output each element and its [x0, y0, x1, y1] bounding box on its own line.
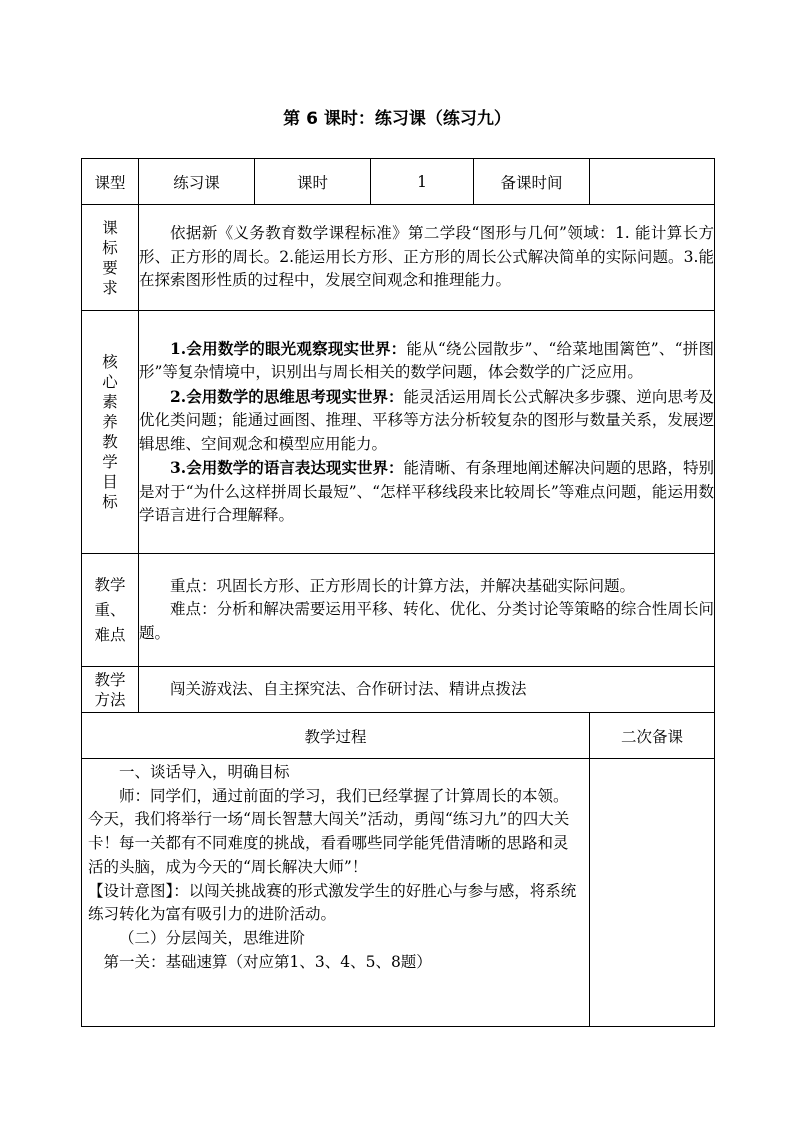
core-literacy-label [82, 311, 139, 554]
second-prep-notes [590, 759, 715, 1027]
label-line: 重、 [94, 600, 126, 619]
literacy-heading: 3.会用数学的语言表达现实世界： [170, 458, 404, 477]
label-char: 素 [102, 393, 118, 411]
label-char: 课 [102, 218, 118, 237]
label-line: 教学 [94, 575, 126, 594]
literacy-item [139, 385, 714, 457]
process-line: 师：同学们，通过前面的学习，我们已经掌握了计算周长的本领。今天，我们将举行一场“周长智慧大闯关”活动，勇闯“练习九”的四大关卡！每一关都有不同难度的挑战，看看哪些同学能凭借清晰的思路和灵活的头脑，成为今天的“周长解决大师”！ [88, 786, 570, 876]
literacy-text: 能灵活运用周长公式解决多步骤、逆向思考及优化类问题；能通过画图、推理、平移等方法分析较复杂的图形与数量关系，发展逻辑思维、空间观念和模型应用能力。 [139, 387, 714, 453]
literacy-item [139, 337, 714, 385]
label-char: 要 [102, 258, 118, 277]
label-char: 养 [102, 413, 118, 431]
methods-row [82, 667, 715, 713]
prep-value [590, 159, 715, 205]
type-value: 练习课 [139, 159, 255, 205]
lesson-plan-table [81, 158, 715, 1027]
label-char: 标 [102, 238, 118, 257]
key-points-row [82, 554, 715, 667]
label-char: 核 [102, 353, 118, 371]
label-line: 方法 [94, 690, 126, 709]
requirements-row [82, 205, 715, 311]
key-points-label [82, 554, 139, 667]
label-char: 目 [102, 473, 118, 491]
label-char: 教 [102, 433, 118, 451]
process-line: 一、谈话导入，明确目标 [119, 763, 290, 781]
literacy-text: 能清晰、有条理地阐述解决问题的思路，特别是对于“为什么这样拼周长最短”、“怎样平移线段来比较周长”等难点问题，能运用数学语言进行合理解释。 [139, 459, 714, 524]
label-line: 教学 [94, 670, 126, 689]
label-char: 求 [102, 278, 118, 297]
page-title: 第 6 课时：练习课（练习九） [283, 109, 511, 129]
requirements-label [82, 205, 139, 311]
core-literacy-row [82, 311, 715, 554]
literacy-heading: 1.会用数学的眼光观察现实世界： [170, 338, 407, 358]
process-line: 【设计意图】：以闯关挑战赛的形式激发学生的好胜心与参与感，将系统练习转化为富有吸引力的进阶活动。 [88, 881, 577, 924]
methods-text: 闯关游戏法、自主探究法、合作研讨法、精讲点拨法 [139, 667, 715, 713]
difficulty-text: 难点：分析和解决需要运用平移、转化、优化、分类讨论等策略的综合性周长问题。 [139, 600, 714, 642]
requirements-text: 依据新《义务教育数学课程标准》第二学段“图形与几何”领域：1. 能计算长方形、正方形的周长。2.能运用长方形、正方形的周长公式解决简单的实际问题。3.能在探索图形性质的过程中，发展空间观念和推理能力。 [139, 205, 715, 311]
process-line: （二）分层闯关，思维进阶 [119, 928, 306, 947]
info-row [82, 159, 715, 205]
process-row [82, 759, 715, 1027]
core-literacy-text [139, 311, 715, 554]
literacy-item [139, 456, 714, 528]
process-header-row [82, 713, 715, 759]
process-header: 教学过程 [82, 713, 590, 759]
methods-label [82, 667, 139, 713]
process-line: 第一关：基础速算（对应第1、3、4、5、8题） [103, 952, 432, 971]
label-line: 难点 [94, 625, 126, 644]
label-char: 学 [102, 453, 118, 471]
prep-label: 备课时间 [474, 159, 590, 205]
literacy-heading: 2.会用数学的思维思考现实世界： [170, 386, 404, 406]
period-value: 1 [371, 159, 474, 205]
key-points-text [139, 554, 715, 667]
process-content [82, 759, 590, 1027]
type-label: 课型 [82, 159, 139, 205]
literacy-text: 能从“绕公园散步”、“给菜地围篱笆”、“拼图形”等复杂情境中，识别出与周长相关的数学问题，体会数学的广泛应用。 [139, 339, 714, 381]
second-prep-header: 二次备课 [590, 713, 715, 759]
period-label: 课时 [255, 159, 371, 205]
label-char: 心 [102, 373, 118, 391]
focus-text: 重点：巩固长方形、正方形周长的计算方法，并解决基础实际问题。 [170, 576, 636, 595]
label-char: 标 [102, 493, 118, 511]
